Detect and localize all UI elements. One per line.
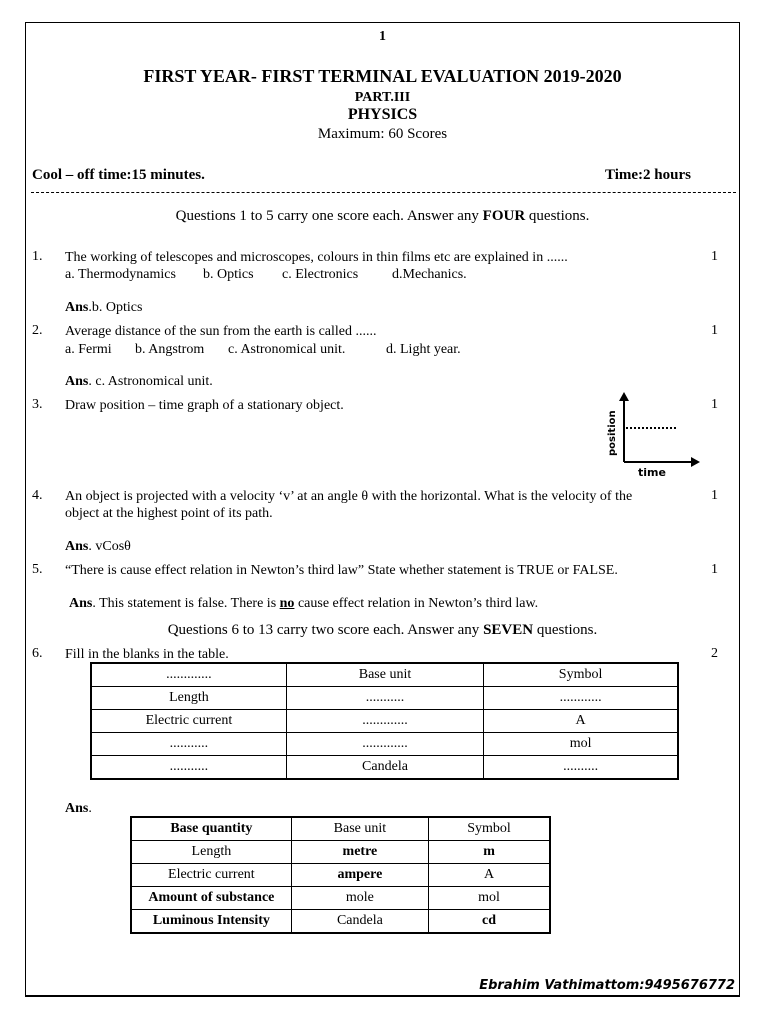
q5-answer: Ans. This statement is false. There is no cause effect relation in Newton’s third law. xyxy=(69,596,539,611)
q1-score: 1 xyxy=(711,249,718,264)
q1-option-b: b. Optics xyxy=(203,267,254,282)
q2-option-b: b. Angstrom xyxy=(135,342,205,357)
q2-text: Average distance of the sun from the earth is called ...... xyxy=(65,324,377,339)
table-row xyxy=(91,663,678,687)
table-cell: Electric current xyxy=(131,864,291,887)
exam-time: Time:2 hours xyxy=(605,167,691,183)
q6-score: 2 xyxy=(711,646,718,661)
q3-text: Draw position – time graph of a stationary object. xyxy=(65,398,344,413)
q4-text-line2: object at the highest point of its path. xyxy=(65,506,273,521)
table-cell: cd xyxy=(429,910,550,934)
q2-option-c: c. Astronomical unit. xyxy=(228,342,346,357)
q1-option-c: c. Electronics xyxy=(282,267,359,282)
table-cell: m xyxy=(429,841,550,864)
table-row xyxy=(91,756,678,780)
table-cell: Electric current xyxy=(91,710,286,733)
author-credit: Ebrahim Vathimattom:9495676772 xyxy=(479,978,735,993)
q2-option-a: a. Fermi xyxy=(65,342,112,357)
q1-number: 1. xyxy=(32,249,43,264)
table-cell: Base unit xyxy=(291,817,428,841)
q2-answer: Ans. c. Astronomical unit. xyxy=(65,374,213,389)
table-cell: mole xyxy=(291,887,428,910)
table-cell: Length xyxy=(91,687,286,710)
q4-text-line1: An object is projected with a velocity ‘v’ at an angle θ with the horizontal. What is the velocity of the xyxy=(65,489,633,504)
table-cell: Base unit xyxy=(286,663,483,687)
table-cell: Luminous Intensity xyxy=(131,910,291,934)
section2-instruction: Questions 6 to 13 carry two score each. Answer any SEVEN questions. xyxy=(167,622,598,638)
q4-score: 1 xyxy=(711,488,718,503)
table-row xyxy=(91,733,678,756)
q2-number: 2. xyxy=(32,323,43,338)
table-cell: ............. xyxy=(286,733,483,756)
exam-part: PART.III xyxy=(354,90,411,105)
table-cell: Candela xyxy=(291,910,428,934)
graph-x-label: time xyxy=(638,466,666,479)
table-row xyxy=(131,817,550,841)
table-cell: ............. xyxy=(91,663,286,687)
table-cell: Candela xyxy=(286,756,483,780)
page-number: 1 xyxy=(379,29,386,44)
exam-title: FIRST YEAR- FIRST TERMINAL EVALUATION 2019-2020 xyxy=(143,66,622,86)
q5-number: 5. xyxy=(32,562,43,577)
q1-option-a: a. Thermodynamics xyxy=(65,267,176,282)
section1-instruction: Questions 1 to 5 carry one score each. Answer any FOUR questions. xyxy=(175,208,590,224)
table-cell: Amount of substance xyxy=(131,887,291,910)
q2-score: 1 xyxy=(711,323,718,338)
q4-answer: Ans. vCosθ xyxy=(65,539,131,554)
table-cell: ............ xyxy=(484,687,678,710)
question-table xyxy=(90,662,679,780)
table-cell: ........... xyxy=(91,756,286,780)
max-score: Maximum: 60 Scores xyxy=(317,126,448,142)
table-cell: metre xyxy=(291,841,428,864)
table-row xyxy=(131,910,550,934)
position-time-graph xyxy=(602,392,702,482)
table-row xyxy=(131,887,550,910)
answer-table xyxy=(130,816,551,934)
table-cell: ........... xyxy=(286,687,483,710)
table-cell: A xyxy=(484,710,678,733)
q3-score: 1 xyxy=(711,397,718,412)
table-cell: A xyxy=(429,864,550,887)
table-row xyxy=(91,687,678,710)
q5-text: “There is cause effect relation in Newton’s third law” State whether statement is TRUE or FALSE. xyxy=(65,563,618,578)
q4-number: 4. xyxy=(32,488,43,503)
q6-answer-label: Ans. xyxy=(65,801,92,816)
table-cell: ampere xyxy=(291,864,428,887)
table-cell: .......... xyxy=(484,756,678,780)
table-row xyxy=(131,864,550,887)
table-cell: ........... xyxy=(91,733,286,756)
q6-number: 6. xyxy=(32,646,43,661)
cool-off-time: Cool – off time:15 minutes. xyxy=(32,167,205,183)
q6-text: Fill in the blanks in the table. xyxy=(65,647,229,662)
table-cell: Symbol xyxy=(484,663,678,687)
q3-number: 3. xyxy=(32,397,43,412)
q1-answer: Ans.b. Optics xyxy=(65,300,143,315)
graph-y-arrow xyxy=(619,392,629,401)
q2-option-d: d. Light year. xyxy=(386,342,461,357)
table-cell: mol xyxy=(429,887,550,910)
table-cell: ............. xyxy=(286,710,483,733)
table-cell: Symbol xyxy=(429,817,550,841)
table-row xyxy=(131,841,550,864)
table-cell: Length xyxy=(131,841,291,864)
q1-text: The working of telescopes and microscopes, colours in thin films etc are explained in ...... xyxy=(65,250,568,265)
graph-x-arrow xyxy=(691,457,700,467)
q1-option-d: d.Mechanics. xyxy=(392,267,467,282)
table-cell: mol xyxy=(484,733,678,756)
exam-subject: PHYSICS xyxy=(347,106,418,123)
table-cell: Base quantity xyxy=(131,817,291,841)
table-row xyxy=(91,710,678,733)
dashed-divider xyxy=(31,192,736,193)
graph-y-label: position xyxy=(607,410,618,456)
q5-score: 1 xyxy=(711,562,718,577)
